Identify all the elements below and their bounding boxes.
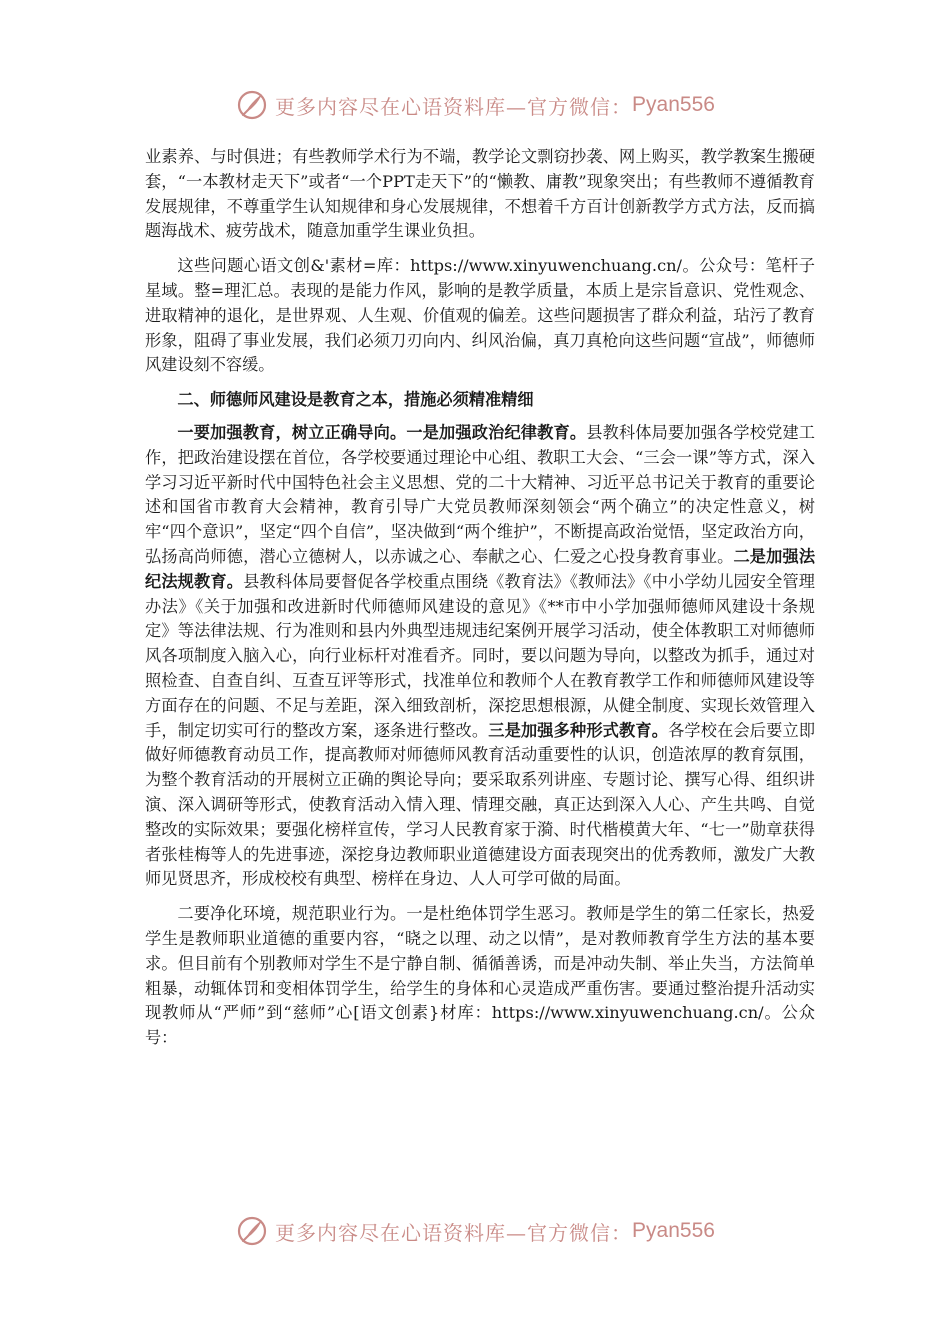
banner-text: 更多内容尽在心语资料库—官方微信：	[275, 94, 633, 119]
section-heading: 二、师德师风建设是教育之本，措施必须精准精细	[177, 390, 534, 410]
banner-wechat-id: Pyan556	[632, 1219, 715, 1242]
bold-lead: 一要加强教育，树立正确导向。一是加强政治纪律教育。	[177, 422, 587, 442]
document-body	[145, 145, 815, 1061]
paragraph-text: 县教科体局要加强各学校党建工作，把政治建设摆在首位，各学校要通过理论中心组、教职工大会、“三会一课”等方式，深入学习习近平新时代中国特色社会主义思想、党的二十大精神、习近平总书记关于教育的重要论述和国省市教育大会精神，教育引导广大党员教师深刻领会“两个确立”的决定性意义，树牢“四个意识”，坚定“四个自信”，坚决做到“两个维护”，不断提高政治觉悟，坚定政治方向，弘扬高尚师德，潜心立德树人，以赤诚之心、奉献之心、仁爱之心投身教育事业。	[145, 422, 815, 566]
paragraph: 二要净化环境，规范职业行为。一是杜绝体罚学生恶习。教师是学生的第二任家长，热爱学生是教师职业道德的重要内容，“晓之以理、动之以情”，是对教师教育学生方法的基本要求。但目前有个别教师对学生不是宁静自制、循循善诱，而是冲动失制、举止失当，方法简单粗暴，动辄体罚和变相体罚学生，给学生的身体和心灵造成严重伤害。要通过整治提升活动实现教师从“严师”到“慈师”心[语文创素}材库：https://www.xinyuwenchuang.cn/。公众号：	[145, 904, 815, 1048]
paragraph	[145, 421, 815, 892]
feather-pen-icon	[235, 1214, 269, 1248]
header-watermark-banner	[0, 83, 950, 127]
footer-watermark-banner	[0, 1209, 950, 1253]
paragraph: 这些问题心语文创&'素材=库：https://www.xinyuwenchuang.cn/。公众号：笔杆子星域。整=理汇总。表现的是能力作风，影响的是教学质量，本质上是宗旨意识、党性观念、进取精神的退化，是世界观、人生观、价值观的偏差。这些问题损害了群众利益，玷污了教育形象，阻碍了事业发展，我们必须刀刃向内、纠风治偏，真刀真枪向这些问题“宣战”，师德师风建设刻不容缓。	[145, 256, 815, 375]
paragraph: 业素养、与时俱进；有些教师学术行为不端，教学论文剽窃抄袭、网上购买，教学教案生搬硬套，“一本教材走天下”或者“一个PPT走天下”的“懒教、庸教”现象突出；有些教师不遵循教育发展规律，不尊重学生认知规律和身心发展规律，不想着千方百计创新教学方式方法，反而搞题海战术、疲劳战术，随意加重学生课业负担。	[145, 147, 815, 241]
banner-wechat-id: Pyan556	[632, 93, 715, 116]
bold-lead: 三是加强多种形式教育。	[488, 720, 669, 740]
feather-pen-icon	[235, 88, 269, 122]
banner-text: 更多内容尽在心语资料库—官方微信：	[275, 1220, 633, 1245]
bold-lead: 二是加强法纪法规教育。	[145, 546, 816, 591]
paragraph-text: 各学校在会后要立即做好师德教育动员工作，提高教师对师德师风教育活动重要性的认识，创造浓厚的教育氛围，为整个教育活动的开展树立正确的舆论导向；要采取系列讲座、专题讨论、撰写心得、组织讲演、深入调研等形式，使教育活动入情入理、情理交融，真正达到深入人心、产生共鸣、自觉整改的实际效果；要强化榜样宣传，学习人民教育家于漪、时代楷模黄大年、“七一”勋章获得者张桂梅等人的先进事迹，深挖身边教师职业道德建设方面表现突出的优秀教师，激发广大教师见贤思齐，形成校校有典型、榜样在身边、人人可学可做的局面。	[145, 720, 816, 889]
paragraph-text: 县教科体局要督促各学校重点围绕《教育法》《教师法》《中小学幼儿园安全管理办法》《关于加强和改进新时代师德师风建设的意见》《**市中小学加强师德师风建设十条规定》等法律法规、行为准则和县内外典型违规违纪案例开展学习活动，使全体教职工对师德师风各项制度入脑入心，向行业标杆对准看齐。同时，要以问题为导向，以整改为抓手，通过对照检查、自查自纠、互查互评等形式，找准单位和教师个人在教育教学工作和师德师风建设等方面存在的问题、不足与差距，深入细致剖析，深挖思想根源，从健全制度、实现长效管理入手，制定切实可行的整改方案，逐条进行整改。	[145, 571, 815, 740]
